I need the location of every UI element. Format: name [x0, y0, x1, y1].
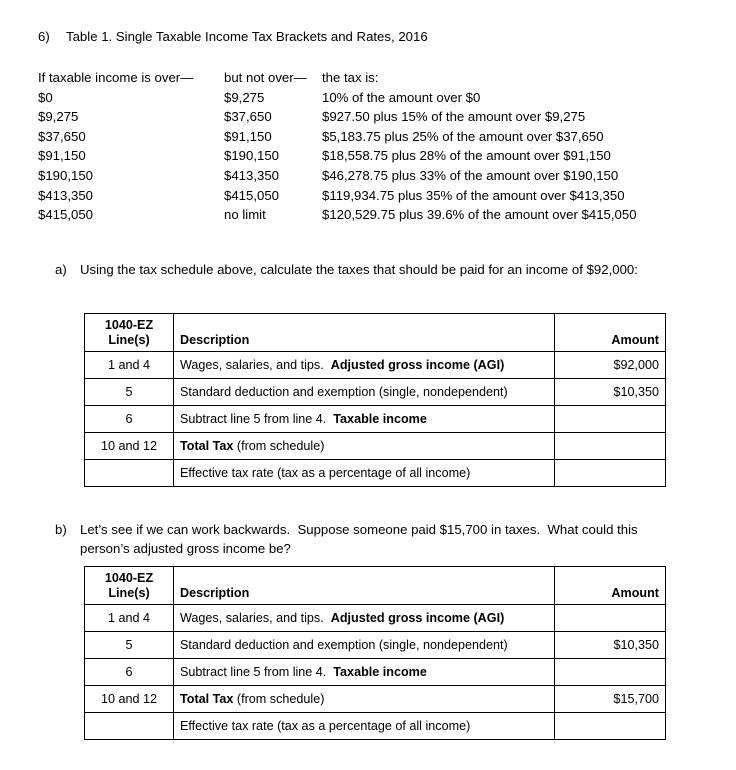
cell-amount[interactable] [555, 713, 666, 740]
cell-lines [85, 460, 174, 487]
bracket-tax: $119,934.75 plus 35% of the amount over $413,350 [322, 187, 625, 203]
cell-amount[interactable]: $10,350 [555, 379, 666, 406]
desc-plain: Standard deduction and exemption (single, nondependent) [180, 384, 508, 399]
bracket-over: $91,150 [38, 148, 86, 164]
cell-description [174, 632, 555, 659]
bracket-not-over: $413,350 [224, 167, 280, 183]
table-row [85, 379, 666, 406]
part-a-prompt [55, 261, 695, 279]
col-header-lines-line1: 1040-EZ [104, 570, 154, 585]
col-header-amount: Amount [555, 567, 666, 605]
col-header-lines-line1: 1040-EZ [104, 317, 154, 332]
desc-plain: Wages, salaries, and tips. [180, 610, 331, 625]
tax-bracket-row [38, 107, 662, 127]
cell-lines: 1 and 4 [85, 605, 174, 632]
table-row [85, 632, 666, 659]
bracket-over: $413,350 [38, 187, 94, 203]
col-header-description: Description [174, 567, 555, 605]
cell-amount[interactable] [555, 659, 666, 686]
desc-tail: (from schedule) [233, 691, 325, 706]
cell-amount[interactable] [555, 406, 666, 433]
bracket-not-over: $91,150 [224, 128, 272, 144]
tax-bracket-table [38, 68, 662, 225]
table-header-row [85, 567, 666, 605]
col-header-lines-line2: Line(s) [108, 585, 150, 600]
ez-table-b-header [85, 567, 666, 605]
table-row [85, 406, 666, 433]
bracket-tax: $18,558.75 plus 28% of the amount over $91,150 [322, 148, 611, 164]
bracket-over: $9,275 [38, 109, 79, 125]
desc-bold: Taxable income [333, 664, 427, 679]
table-header-row [85, 314, 666, 352]
cell-lines: 5 [85, 632, 174, 659]
desc-bold: Adjusted gross income (AGI) [330, 610, 505, 625]
desc-plain: Subtract line 5 from line 4. [180, 411, 334, 426]
bracket-tax: 10% of the amount over $0 [322, 89, 481, 105]
ez-table-b-body [85, 605, 666, 740]
bracket-over: $415,050 [38, 207, 94, 223]
part-a-marker: a) [55, 262, 67, 277]
tax-bracket-schedule [38, 68, 662, 225]
cell-description [174, 713, 555, 740]
table-row [85, 433, 666, 460]
table-row [85, 686, 666, 713]
bracket-not-over: $9,275 [224, 89, 265, 105]
desc-bold: Adjusted gross income (AGI) [330, 357, 505, 372]
bracket-not-over: $37,650 [224, 109, 272, 125]
header-tax-is: the tax is: [322, 70, 379, 85]
cell-lines: 6 [85, 406, 174, 433]
part-b-marker: b) [55, 522, 67, 537]
cell-lines: 5 [85, 379, 174, 406]
header-income-over: If taxable income is over— [38, 70, 194, 85]
table-row [85, 605, 666, 632]
cell-description [174, 406, 555, 433]
part-b-prompt [55, 520, 667, 558]
bracket-not-over: no limit [224, 207, 266, 223]
tax-bracket-row [38, 88, 662, 108]
ez-worksheet-table-a [84, 313, 666, 487]
bracket-not-over: $415,050 [224, 187, 280, 203]
tax-bracket-row [38, 146, 662, 166]
cell-description [174, 433, 555, 460]
part-b-text: Let’s see if we can work backwards. Suppose someone paid $15,700 in taxes. What could this person’s adjusted gross income be? [80, 522, 638, 556]
bracket-tax: $120,529.75 plus 39.6% of the amount over $415,050 [322, 207, 637, 223]
tax-bracket-row [38, 186, 662, 206]
desc-bold: Total Tax [180, 691, 234, 706]
tax-bracket-body [38, 68, 662, 225]
col-header-lines [85, 567, 174, 605]
cell-amount[interactable]: $92,000 [555, 352, 666, 379]
cell-lines: 10 and 12 [85, 433, 174, 460]
tax-bracket-header-row [38, 68, 662, 88]
cell-description [174, 379, 555, 406]
table-row [85, 713, 666, 740]
bracket-tax: $46,278.75 plus 33% of the amount over $190,150 [322, 167, 619, 183]
table-row [85, 352, 666, 379]
desc-tail: (from schedule) [233, 438, 325, 453]
cell-description [174, 605, 555, 632]
desc-bold: Total Tax [180, 438, 234, 453]
desc-plain: Wages, salaries, and tips. [180, 357, 331, 372]
table-row [85, 460, 666, 487]
cell-amount[interactable]: $15,700 [555, 686, 666, 713]
col-header-lines [85, 314, 174, 352]
question-6-marker: 6) [38, 29, 50, 44]
cell-description [174, 352, 555, 379]
ez-table-a-body [85, 352, 666, 487]
bracket-tax: $927.50 plus 15% of the amount over $9,275 [322, 109, 586, 125]
table-row [85, 659, 666, 686]
cell-amount[interactable] [555, 433, 666, 460]
cell-lines [85, 713, 174, 740]
bracket-not-over: $190,150 [224, 148, 280, 164]
desc-plain: Standard deduction and exemption (single, nondependent) [180, 637, 508, 652]
col-header-amount: Amount [555, 314, 666, 352]
col-header-lines-line2: Line(s) [108, 332, 150, 347]
desc-plain: Effective tax rate (tax as a percentage of all income) [180, 718, 471, 733]
bracket-over: $37,650 [38, 128, 86, 144]
cell-amount[interactable]: $10,350 [555, 632, 666, 659]
cell-lines: 1 and 4 [85, 352, 174, 379]
cell-lines: 10 and 12 [85, 686, 174, 713]
cell-description [174, 460, 555, 487]
cell-description [174, 659, 555, 686]
bracket-tax: $5,183.75 plus 25% of the amount over $37,650 [322, 128, 604, 144]
desc-plain: Effective tax rate (tax as a percentage of all income) [180, 465, 471, 480]
tax-bracket-row [38, 127, 662, 147]
bracket-over: $0 [38, 89, 53, 105]
tax-bracket-row [38, 166, 662, 186]
bracket-over: $190,150 [38, 167, 94, 183]
question-6-heading [38, 29, 428, 45]
desc-plain: Subtract line 5 from line 4. [180, 664, 334, 679]
question-6-title: Table 1. Single Taxable Income Tax Brackets and Rates, 2016 [66, 29, 428, 44]
header-income-not-over: but not over— [224, 70, 307, 85]
cell-description [174, 686, 555, 713]
col-header-description: Description [174, 314, 555, 352]
tax-bracket-row [38, 205, 662, 225]
part-a-text: Using the tax schedule above, calculate the taxes that should be paid for an income of $92,000: [80, 262, 638, 277]
cell-amount[interactable] [555, 460, 666, 487]
desc-bold: Taxable income [333, 411, 427, 426]
ez-table-a-header [85, 314, 666, 352]
ez-worksheet-table-b [84, 566, 666, 740]
cell-lines: 6 [85, 659, 174, 686]
cell-amount[interactable] [555, 605, 666, 632]
